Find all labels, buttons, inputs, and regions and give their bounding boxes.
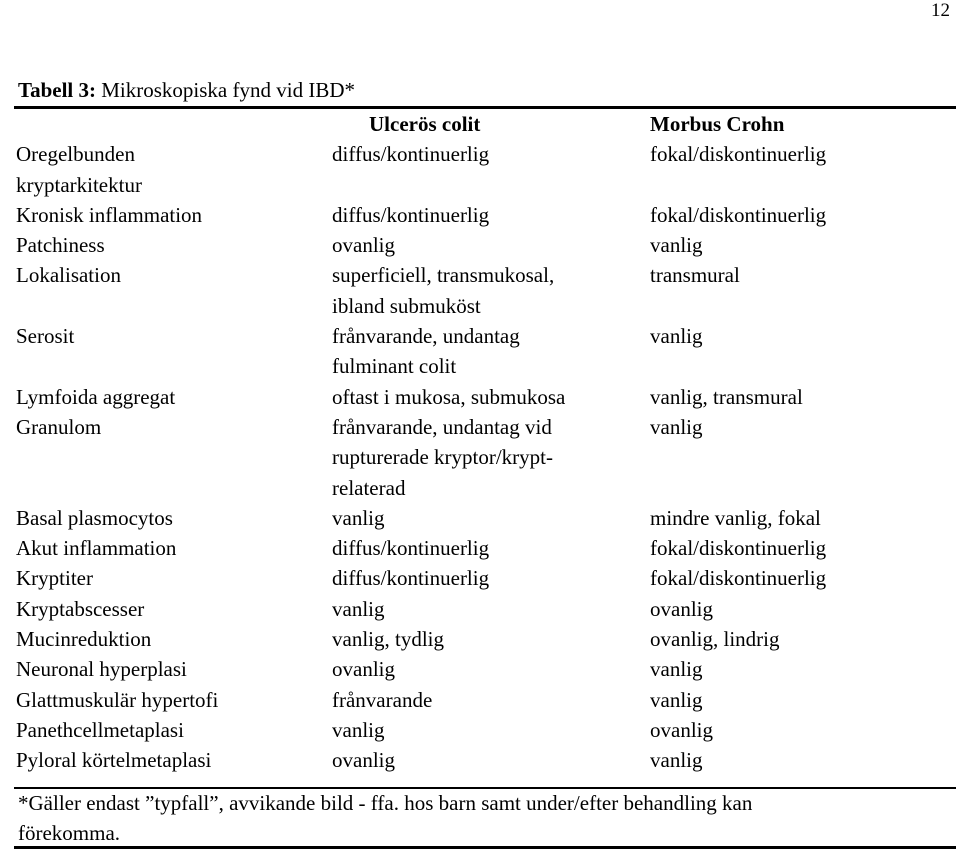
cell-finding [16,139,332,200]
cell-finding [16,745,332,775]
cell-crohn [650,624,946,654]
cell-line: fokal/diskontinuerlig [650,202,827,227]
cell-ulcerous-colitis [332,533,650,563]
cell-ulcerous-colitis [332,382,650,412]
cell-crohn [650,533,946,563]
table-row [16,563,946,593]
footnote [18,788,948,848]
cell-line: fokal/diskontinuerlig [650,536,827,561]
cell-line: ovanlig, lindrig [650,627,780,652]
cell-line: kryptarkitektur [16,172,142,197]
table-row [16,412,946,503]
cell-crohn [650,139,946,200]
cell-line: vanlig, tydlig [332,627,444,652]
cell-line: frånvarande, undantag vid [332,414,552,439]
cell-finding [16,594,332,624]
table-row [16,685,946,715]
cell-crohn [650,715,946,745]
cell-line: Mucinreduktion [16,627,152,652]
table-row [16,594,946,624]
findings-table-body [16,109,946,776]
cell-line: oftast i mukosa, submukosa [332,384,566,409]
cell-line: Basal plasmocytos [16,505,173,530]
cell-line: Granulom [16,414,102,439]
cell-ulcerous-colitis [332,503,650,533]
cell-ulcerous-colitis [332,200,650,230]
header-finding [16,109,332,139]
cell-line: vanlig [650,748,703,773]
cell-line: Kronisk inflammation [16,202,203,227]
cell-line: fokal/diskontinuerlig [650,142,827,167]
cell-crohn [650,412,946,503]
cell-crohn [650,685,946,715]
cell-line: Patchiness [16,233,105,258]
table-row [16,654,946,684]
cell-line: vanlig [332,717,385,742]
cell-ulcerous-colitis [332,230,650,260]
cell-ulcerous-colitis [332,745,650,775]
cell-finding [16,503,332,533]
table-title-text: Mikroskopiska fynd vid IBD* [96,78,355,102]
cell-line: relaterad [332,475,406,500]
cell-line: rupturerade kryptor/krypt- [332,445,554,470]
cell-line: fulminant colit [332,354,457,379]
cell-line: Serosit [16,324,75,349]
cell-line: Pyloral körtelmetaplasi [16,748,212,773]
cell-line: diffus/kontinuerlig [332,142,490,167]
cell-crohn [650,230,946,260]
table-row [16,382,946,412]
cell-line: Oregelbunden [16,142,135,167]
cell-line: ovanlig [332,233,395,258]
cell-line: Akut inflammation [16,536,177,561]
table-row [16,715,946,745]
cell-line: Neuronal hyperplasi [16,657,187,682]
cell-ulcerous-colitis [332,412,650,503]
header-ulcerous-colitis: Ulcerös colit [369,112,481,136]
cell-line: vanlig, transmural [650,384,803,409]
cell-line: fokal/diskontinuerlig [650,566,827,591]
cell-line: ovanlig [332,657,395,682]
table-row [16,139,946,200]
cell-crohn [650,200,946,230]
cell-line: Lymfoida aggregat [16,384,176,409]
cell-line: ovanlig [332,748,395,773]
cell-line: Lokalisation [16,263,121,288]
table-row [16,533,946,563]
cell-ulcerous-colitis [332,260,650,321]
page-number: 12 [931,0,950,21]
cell-ulcerous-colitis [332,624,650,654]
cell-finding [16,533,332,563]
cell-finding [16,654,332,684]
cell-line: ovanlig [650,596,713,621]
table-row [16,745,946,775]
cell-ulcerous-colitis [332,321,650,382]
cell-ulcerous-colitis [332,594,650,624]
cell-line: Kryptabscesser [16,596,145,621]
cell-ulcerous-colitis [332,685,650,715]
table-header-row [16,109,946,139]
cell-line: vanlig [650,233,703,258]
footnote-bottom-rule [14,846,956,849]
table-row [16,260,946,321]
cell-line: vanlig [650,324,703,349]
cell-crohn [650,382,946,412]
cell-line: Glattmuskulär hypertofi [16,687,219,712]
table-title-label: Tabell 3: [18,78,96,102]
footnote-line: *Gäller endast ”typfall”, avvikande bild - ffa. hos barn samt under/efter behandling kan [18,791,753,815]
table-title [18,78,355,103]
footnote-line: förekomma. [18,821,121,845]
table-row [16,200,946,230]
cell-ulcerous-colitis [332,139,650,200]
cell-finding [16,200,332,230]
cell-finding [16,260,332,321]
cell-line: diffus/kontinuerlig [332,202,490,227]
table-row [16,624,946,654]
cell-line: frånvarande, undantag [332,324,520,349]
cell-finding [16,382,332,412]
cell-finding [16,412,332,503]
cell-ulcerous-colitis [332,563,650,593]
cell-line: Panethcellmetaplasi [16,717,184,742]
cell-line: ovanlig [650,717,713,742]
cell-crohn [650,594,946,624]
cell-crohn [650,654,946,684]
cell-line: diffus/kontinuerlig [332,536,490,561]
cell-finding [16,624,332,654]
cell-line: ibland submuköst [332,293,481,318]
cell-line: vanlig [332,596,385,621]
table-row [16,321,946,382]
findings-table [16,109,946,776]
cell-crohn [650,321,946,382]
header-crohn: Morbus Crohn [650,112,785,136]
cell-finding [16,321,332,382]
cell-line: frånvarande [332,687,433,712]
cell-line: vanlig [650,414,703,439]
cell-finding [16,715,332,745]
cell-ulcerous-colitis [332,715,650,745]
cell-line: vanlig [332,505,385,530]
cell-crohn [650,563,946,593]
cell-line: vanlig [650,687,703,712]
cell-line: mindre vanlig, fokal [650,505,821,530]
table-row [16,503,946,533]
cell-line: diffus/kontinuerlig [332,566,490,591]
cell-line: Kryptiter [16,566,93,591]
cell-ulcerous-colitis [332,654,650,684]
cell-line: vanlig [650,657,703,682]
cell-crohn [650,745,946,775]
cell-finding [16,685,332,715]
cell-crohn [650,260,946,321]
table-row [16,230,946,260]
cell-crohn [650,503,946,533]
cell-finding [16,230,332,260]
cell-finding [16,563,332,593]
cell-line: transmural [650,263,740,288]
cell-line: superficiell, transmukosal, [332,263,555,288]
